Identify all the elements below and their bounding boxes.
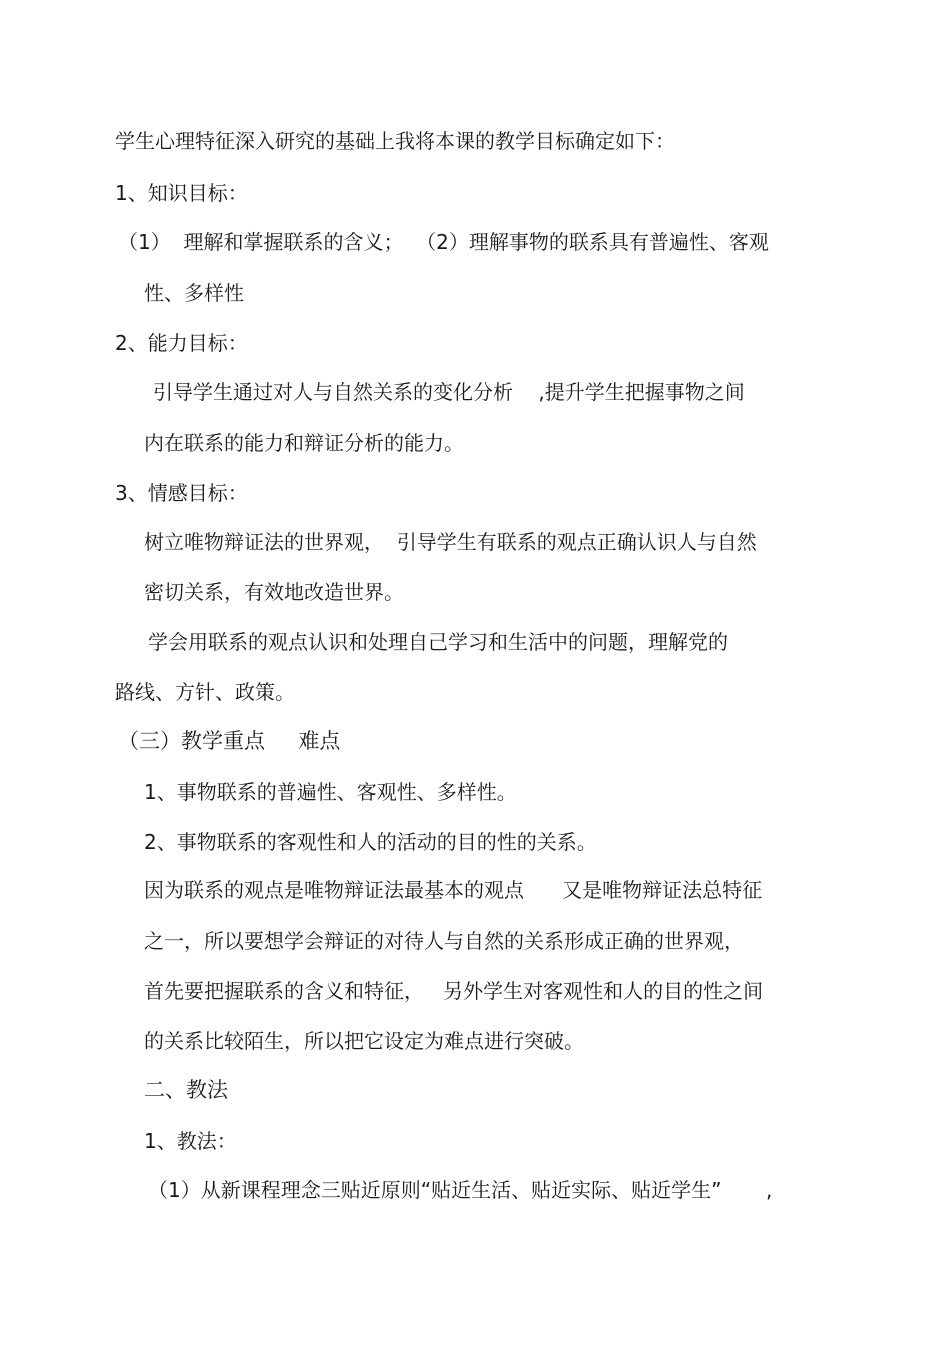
section-heading: 2、能力目标：	[115, 331, 248, 355]
section-heading: 1、教法：	[144, 1129, 237, 1153]
text-line: 密切关系，有效地改造世界。	[144, 580, 404, 604]
text-line: 的关系比较陌生，所以把它设定为难点进行突破。	[144, 1029, 584, 1053]
text-line: 之一，所以要想学会辩证的对待人与自然的关系形成正确的世界观，	[144, 929, 744, 953]
text-line: （1） 理解和掌握联系的含义； （2）理解事物的联系具有普遍性、客观	[118, 230, 769, 254]
text-line: 学会用联系的观点认识和处理自己学习和生活中的问题，理解党的	[148, 630, 728, 654]
section-heading: 二、教法	[144, 1078, 228, 1102]
text-line: 内在联系的能力和辩证分析的能力。	[144, 431, 464, 455]
text-line: 首先要把握联系的含义和特征， 另外学生对客观性和人的目的性之间	[144, 979, 764, 1003]
section-heading: 1、知识目标：	[115, 181, 248, 205]
text-line: 树立唯物辩证法的世界观， 引导学生有联系的观点正确认识人与自然	[144, 530, 757, 554]
text-line: 路线、方针、政策。	[115, 680, 295, 704]
list-item: 2、事物联系的客观性和人的活动的目的性的关系。	[144, 830, 597, 854]
text-line: 学生心理特征深入研究的基础上我将本课的教学目标确定如下：	[115, 129, 675, 153]
text-line: 因为联系的观点是唯物辩证法最基本的观点 又是唯物辩证法总特征	[144, 878, 763, 902]
list-item: 1、事物联系的普遍性、客观性、多样性。	[144, 780, 517, 804]
section-heading: （三）教学重点 难点	[118, 729, 341, 753]
text-line: 引导学生通过对人与自然关系的变化分析 ,提升学生把握事物之间	[153, 380, 745, 404]
text-line: （1）从新课程理念三贴近原则“贴近生活、贴近实际、贴近学生” ,	[148, 1178, 773, 1202]
text-line: 性、多样性	[144, 281, 244, 305]
section-heading: 3、情感目标：	[115, 481, 248, 505]
